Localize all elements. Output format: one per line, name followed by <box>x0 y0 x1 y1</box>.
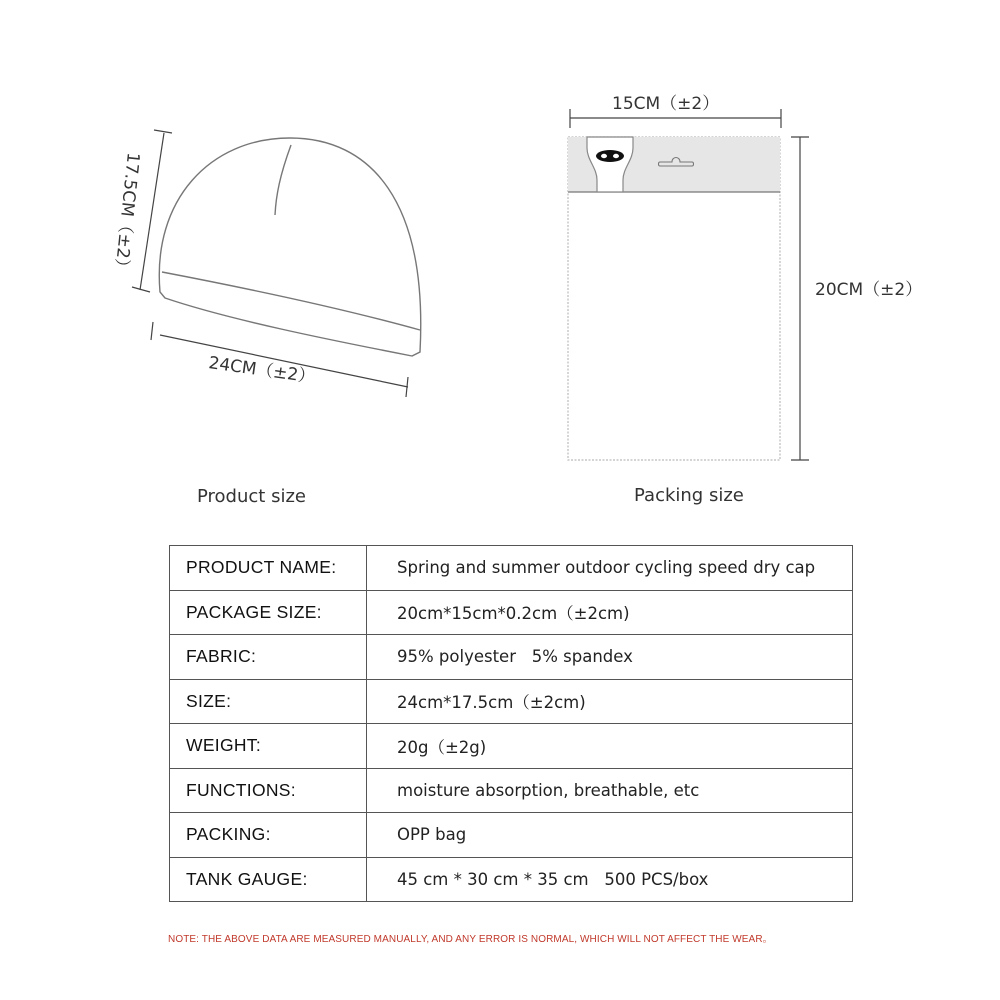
bag-height-label: 20CM（±2） <box>815 280 923 300</box>
table-row <box>170 857 853 902</box>
spec-value: 24cm*17.5cm（±2cm) <box>367 679 853 724</box>
packing-bag-illustration <box>568 137 780 460</box>
cap-height-label: 17.5CM（±2） <box>110 151 143 277</box>
table-row <box>170 546 853 591</box>
spec-label: FABRIC: <box>170 635 367 680</box>
spec-label: PRODUCT NAME: <box>170 546 367 591</box>
spec-value: Spring and summer outdoor cycling speed dry cap <box>367 546 853 591</box>
spec-value: 20cm*15cm*0.2cm（±2cm) <box>367 590 853 635</box>
spec-label: WEIGHT: <box>170 724 367 769</box>
product-size-caption: Product size <box>197 486 306 507</box>
spec-label: SIZE: <box>170 679 367 724</box>
disclaimer-note: NOTE: THE ABOVE DATA ARE MEASURED MANUALLY, AND ANY ERROR IS NORMAL, WHICH WILL NOT AFFECT THE WEAR。 <box>168 934 773 945</box>
spec-value: moisture absorption, breathable, etc <box>367 768 853 813</box>
spec-table <box>169 545 853 902</box>
spec-value: 20g（±2g) <box>367 724 853 769</box>
spec-label: PACKING: <box>170 813 367 858</box>
table-row <box>170 724 853 769</box>
cap-width-dimension <box>151 322 408 397</box>
spec-label: FUNCTIONS: <box>170 768 367 813</box>
bag-height-dimension <box>791 137 809 460</box>
table-row <box>170 813 853 858</box>
spec-value: OPP bag <box>367 813 853 858</box>
spec-value: 45 cm * 30 cm * 35 cm 500 PCS/box <box>367 857 853 902</box>
spec-value: 95% polyester 5% spandex <box>367 635 853 680</box>
bag-width-label: 15CM（±2） <box>612 94 720 114</box>
cap-width-label: 24CM（±2） <box>207 353 317 388</box>
table-row <box>170 590 853 635</box>
spec-label: PACKAGE SIZE: <box>170 590 367 635</box>
table-row <box>170 768 853 813</box>
table-row <box>170 679 853 724</box>
packing-size-caption: Packing size <box>634 485 744 506</box>
table-row <box>170 635 853 680</box>
spec-label: TANK GAUGE: <box>170 857 367 902</box>
cap-illustration <box>159 138 420 356</box>
